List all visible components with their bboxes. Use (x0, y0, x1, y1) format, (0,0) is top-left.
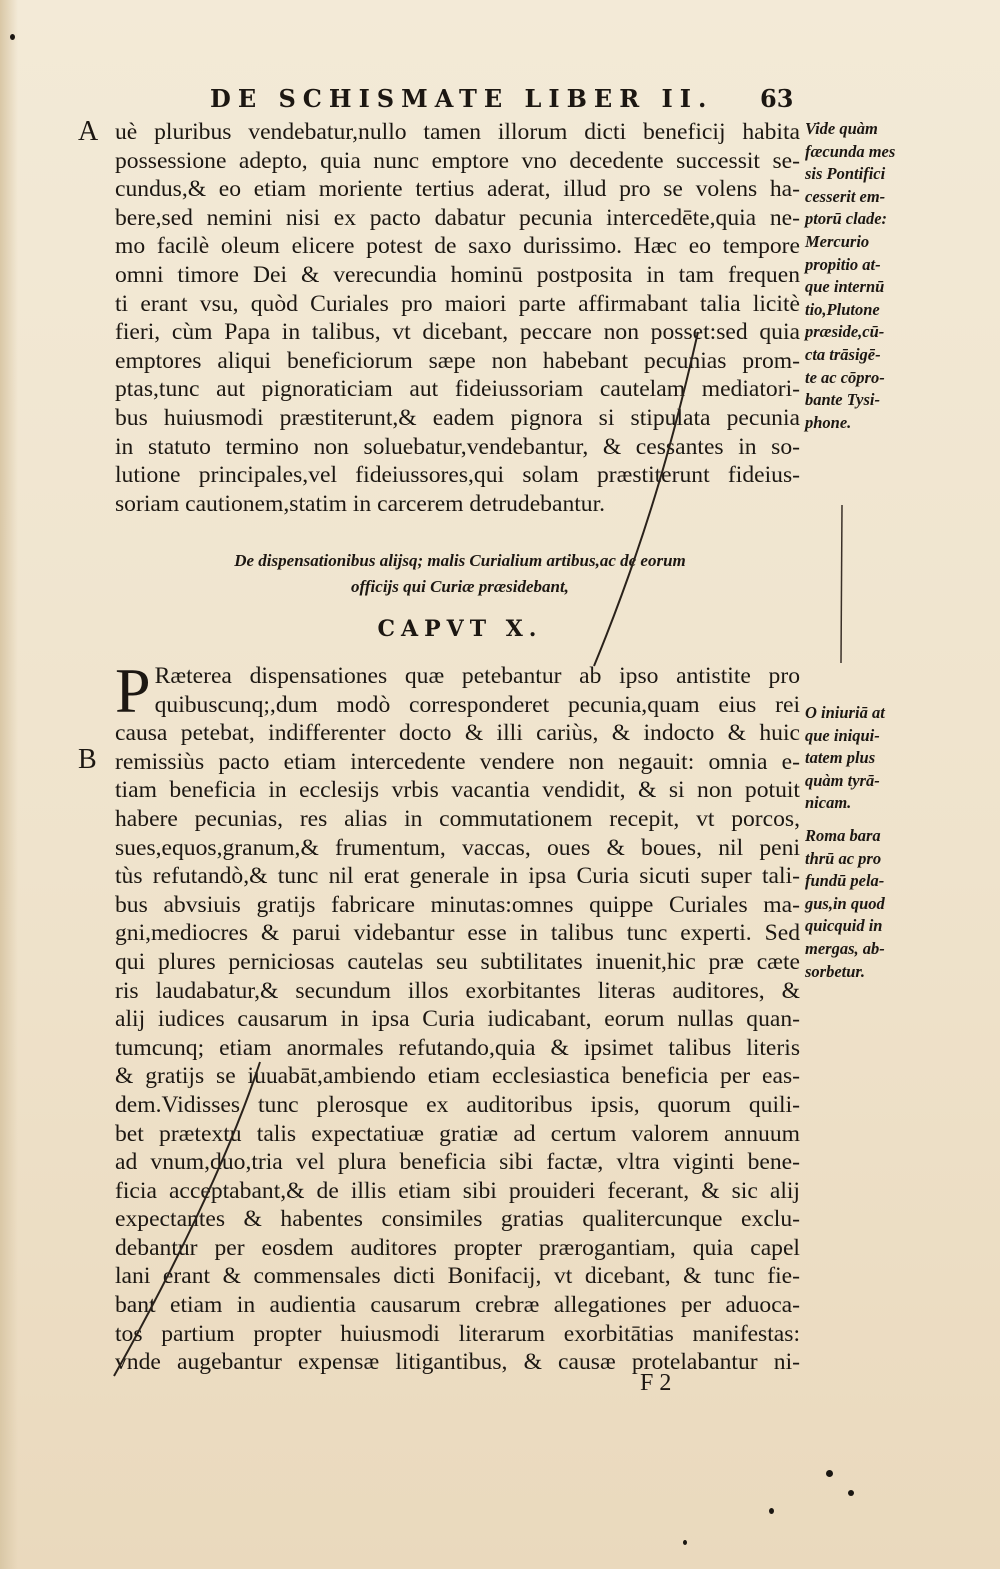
ink-speck (826, 1470, 833, 1477)
marginal-line: que iniqui- (805, 725, 880, 745)
marginal-line: præside,cū- (805, 322, 885, 342)
marginal-note-2 (805, 702, 915, 815)
marginal-note-3 (805, 825, 915, 983)
marginal-line: Vide quàm (805, 119, 878, 138)
marginal-line: tatem plus (805, 748, 876, 768)
text-line: omni timore Dei & verecundia hominū postposita in tam frequen (115, 261, 800, 288)
text-line: tùs refutandò,& tunc nil erat generale in ipsa Curia sicuti super tali- (115, 863, 800, 890)
drop-cap: P (115, 655, 151, 726)
text-line: bant etiam in audientia causarum crebræ allegationes per aduoca- (115, 1292, 800, 1319)
marginal-line: cesserit em- (805, 186, 886, 206)
section-marker-a: A (78, 116, 99, 147)
text-line: dem.Vidisses tunc plerosque ex auditoribus ipsis, quorum quili- (115, 1091, 800, 1118)
text-line: possessione adepto, quia nunc emptore vno decedente successit se- (115, 147, 800, 174)
text-line: gni,mediocres & parui videbantur esse in talibus tunc experti. Sed (115, 920, 800, 947)
marginal-line: bante Tysi- (805, 390, 880, 410)
text-line: ptas,tunc aut pignoraticiam aut fideiussoriam cautelam mediatori- (115, 376, 800, 403)
text-line: remissiùs pacto etiam intercedente vendere non negauit: omnia e- (115, 748, 800, 775)
text-line: cundus,& eo etiam moriente tertius aderat, illud pro se volens ha- (115, 176, 800, 203)
marginal-line: Roma bara (805, 826, 881, 845)
chapter-heading-line: De dispensationibus alijsq; malis Curialium artibus,ac de eorum (234, 551, 686, 570)
page-number: 63 (760, 84, 794, 113)
marginal-line: thrū ac pro (805, 848, 882, 868)
text-line: mo facilè oleum elicere potest de saxo durissimo. Hæc eo tempore (115, 233, 800, 260)
text-line: qui plures perniciosas cautelas seu subtilitates inuenit,hic præ cæte (115, 948, 800, 975)
text-line: habere pecunias, res alias in commutationem recepit, vt porcos, (115, 805, 800, 832)
text-line: alij iudices causarum in ipsa Curia iudicabant, eorum nullas quan- (115, 1006, 800, 1033)
marginal-line: cta trāsigē- (805, 344, 881, 364)
marginal-line: ptorū clade: (805, 209, 888, 229)
marginal-line: quicquid in (805, 916, 883, 936)
marginal-line: phone. (805, 412, 852, 432)
marginal-line: propitio at- (805, 254, 881, 274)
marginal-line: que internū (805, 277, 885, 297)
running-head-title: DE SCHISMATE LIBER II. (210, 84, 714, 113)
marginal-line: fæcunda mes (805, 141, 896, 161)
marginal-line: O iniuriā at (805, 703, 885, 722)
ink-speck (769, 1508, 774, 1514)
text-line: quibuscunq;,dum modò corresponderet pecunia,quam eius rei (154, 691, 800, 718)
ink-speck (848, 1490, 854, 1496)
marginal-line: gus,in quod (805, 893, 885, 913)
text-line: tiam beneficia in ecclesijs vrbis vacantia vendidit, & si non potuit (115, 777, 800, 804)
marginal-line: quàm tyrā- (805, 770, 880, 790)
text-line: lani erant & commensales dicti Bonifacij, vt dicebant, & tunc fie- (115, 1263, 800, 1290)
ink-speck (10, 34, 15, 40)
text-line: in statuto termino non soluebatur,vendebantur, & cessantes in so- (115, 433, 800, 460)
text-line: uè pluribus vendebatur,nullo tamen illorum dicti beneficij habita (115, 119, 800, 145)
ink-stroke-path (594, 332, 698, 666)
marginal-note-1 (805, 118, 915, 434)
text-line: ficia acceptabant,& de illis etiam sibi prouideri fecerant, & sic alij (115, 1177, 800, 1204)
signature-mark: F 2 (640, 1370, 672, 1396)
text-line: ad vnum,duo,tria vel plura beneficia sibi factæ, vltra viginti bene- (115, 1149, 800, 1176)
text-line: tumcunq; etiam anormales refutando,quia & ipsimet talibus literis (115, 1034, 800, 1061)
ink-speck (683, 1540, 687, 1545)
text-line: expectantes & habentes consimiles gratias qualitercunque exclu- (115, 1206, 800, 1233)
text-line: soriam cautionem,statim in carcerem detrudebantur. (115, 490, 606, 517)
marginal-line: sorbetur. (805, 961, 866, 981)
ink-stroke-upper (590, 330, 710, 670)
page-gutter-shadow (0, 0, 18, 1569)
text-line: sues,equos,granum,& frumentum, vaccas, oues & boues, nil peni (115, 834, 800, 861)
text-line: bere,sed nemini nisi ex pacto dabatur pecunia intercedēte,quia ne- (115, 204, 800, 231)
chapter-title: CAPVT X. (377, 616, 543, 642)
marginal-line: Mercurio (805, 231, 870, 251)
text-line: bus abvsiuis gratijs fabricare minutas:omnes quippe Curiales ma- (115, 891, 800, 918)
text-line: vnde augebantur expensæ litigantibus, & causæ protelabantur ni- (115, 1349, 800, 1376)
text-line: Ræterea dispensationes quæ petebantur ab ipso antistite pro (154, 663, 800, 689)
marginal-line: nicam. (805, 793, 852, 813)
margin-rule-path (841, 505, 842, 663)
ink-stroke-path (114, 1062, 260, 1376)
margin-rule-line (838, 505, 846, 665)
text-line: bet prætextu talis expectatiuæ gratiæ ad certum valorem annuum (115, 1120, 800, 1147)
marginal-line: te ac cōpro- (805, 367, 885, 387)
text-line: emptores aliqui beneficiorum sæpe non habebant pecunias prom- (115, 347, 800, 374)
marginal-line: sis Pontifici (805, 164, 886, 184)
section-marker-b: B (78, 744, 97, 775)
text-line: fieri, cùm Papa in talibus, vt dicebant, peccare non posset:sed quia (115, 319, 800, 346)
marginal-line: tio,Plutone (805, 299, 880, 319)
marginal-line: mergas, ab- (805, 938, 885, 958)
text-line: lutione principales,vel fideiussores,qui solam præstiterunt fideius- (115, 462, 800, 489)
text-line: bus huiusmodi præstiterunt,& eadem pignora si stipulata pecunia (115, 404, 800, 431)
text-line: ti erant vsu, quòd Curiales pro maiori parte affirmabant talia licitè (115, 290, 800, 317)
marginal-line: fundū pela- (805, 871, 885, 891)
text-line: & gratijs se iuuabāt,ambiendo etiam ecclesiastica beneficia per eas- (115, 1063, 800, 1090)
text-line: causa petebat, indifferenter docto & illi cariùs, & indocto & huic (115, 720, 800, 747)
text-line: ris laudabatur,& secundum illos exorbitantes literas auditores, & (115, 977, 800, 1004)
chapter-heading-line: officijs qui Curiæ præsidebant, (351, 577, 569, 596)
text-line: tos partium propter huiusmodi literarum exorbitātias manifestas: (115, 1320, 800, 1347)
ink-stroke-lower (108, 1060, 268, 1380)
text-line: debantur per eosdem auditores propter prærogantiam, quia capel (115, 1234, 800, 1261)
